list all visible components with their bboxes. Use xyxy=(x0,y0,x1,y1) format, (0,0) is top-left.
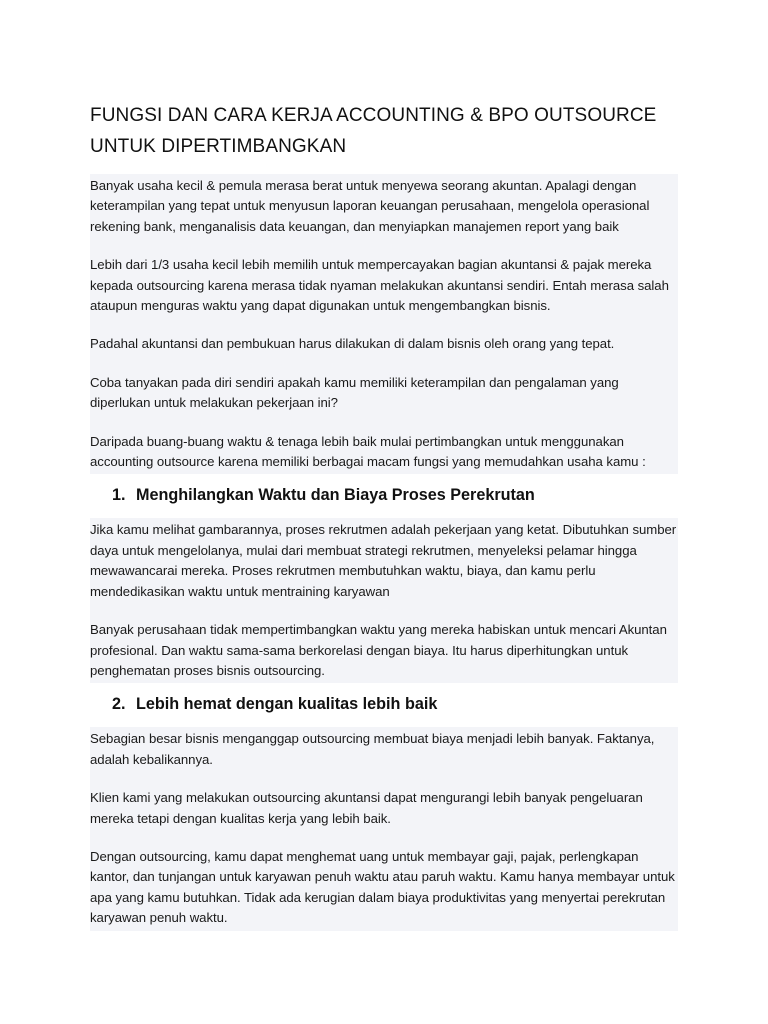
section-1-body xyxy=(90,518,678,683)
heading-text: Lebih hemat dengan kualitas lebih baik xyxy=(136,695,438,714)
section-1-heading xyxy=(90,474,678,518)
paragraph: Jika kamu melihat gambarannya, proses rekrutmen adalah pekerjaan yang ketat. Dibutuhkan sumber daya untuk mengelolanya, mulai dari membuat strategi rekrutmen, menyeleksi pelamar hingga mewawancarai mereka. Proses rekrutmen membutuhkan waktu, biaya, dan kamu perlu mendedikasikan waktu untuk mentraining karyawan xyxy=(90,522,677,599)
paragraph: Banyak perusahaan tidak mempertimbangkan waktu yang mereka habiskan untuk mencari Akuntan profesional. Dan waktu sama-sama berkorelasi dengan biaya. Itu harus diperhitungkan untuk penghematan proses bisnis outsourcing. xyxy=(90,622,667,678)
heading-text: Menghilangkan Waktu dan Biaya Proses Perekrutan xyxy=(136,486,535,505)
intro-section xyxy=(90,174,678,474)
paragraph: Sebagian besar bisnis menganggap outsourcing membuat biaya menjadi lebih banyak. Faktanya, adalah kebalikannya. xyxy=(90,731,655,767)
paragraph: Banyak usaha kecil & pemula merasa berat untuk menyewa seorang akuntan. Apalagi dengan keterampilan yang tepat untuk menyusun laporan keuangan perusahaan, mengelola operasional rekening bank, menganalisis data keuangan, dan menyiapkan manajemen report yang baik xyxy=(90,178,650,234)
paragraph: Coba tanyakan pada diri sendiri apakah kamu memiliki keterampilan dan pengalaman yang diperlukan untuk melakukan pekerjaan ini? xyxy=(90,374,619,411)
document-title: FUNGSI DAN CARA KERJA ACCOUNTING & BPO OUTSOURCE UNTUK DIPERTIMBANGKAN xyxy=(90,105,657,157)
section-2-heading xyxy=(90,683,678,727)
paragraph: Dengan outsourcing, kamu dapat menghemat uang untuk membayar gaji, pajak, perlengkapan kantor, dan tunjangan untuk karyawan penuh waktu atau paruh waktu. Kamu hanya membayar untuk apa yang kamu butuhkan. Tidak ada kerugian dalam biaya produktivitas yang menyertai perekrutan karyawan penuh waktu. xyxy=(90,848,675,926)
document-page xyxy=(90,100,678,931)
paragraph: Daripada buang-buang waktu & tenaga lebih baik mulai pertimbangkan untuk menggunakan accounting outsource karena memiliki berbagai macam fungsi yang memudahkan usaha kamu : xyxy=(90,433,646,470)
section-2-body xyxy=(90,727,678,930)
paragraph: Padahal akuntansi dan pembukuan harus dilakukan di dalam bisnis oleh orang yang tepat. xyxy=(90,336,615,352)
paragraph: Lebih dari 1/3 usaha kecil lebih memilih untuk mempercayakan bagian akuntansi & pajak mereka kepada outsourcing karena merasa tidak nyaman melakukan akuntansi sendiri. Entah merasa salah ataupun menguras waktu yang dapat digunakan untuk mengembangkan bisnis. xyxy=(90,257,669,314)
list-number: 2. xyxy=(112,695,126,714)
paragraph: Klien kami yang melakukan outsourcing akuntansi dapat mengurangi lebih banyak pengeluaran mereka tetapi dengan kualitas kerja yang lebih baik. xyxy=(90,790,643,826)
list-number: 1. xyxy=(112,486,126,505)
